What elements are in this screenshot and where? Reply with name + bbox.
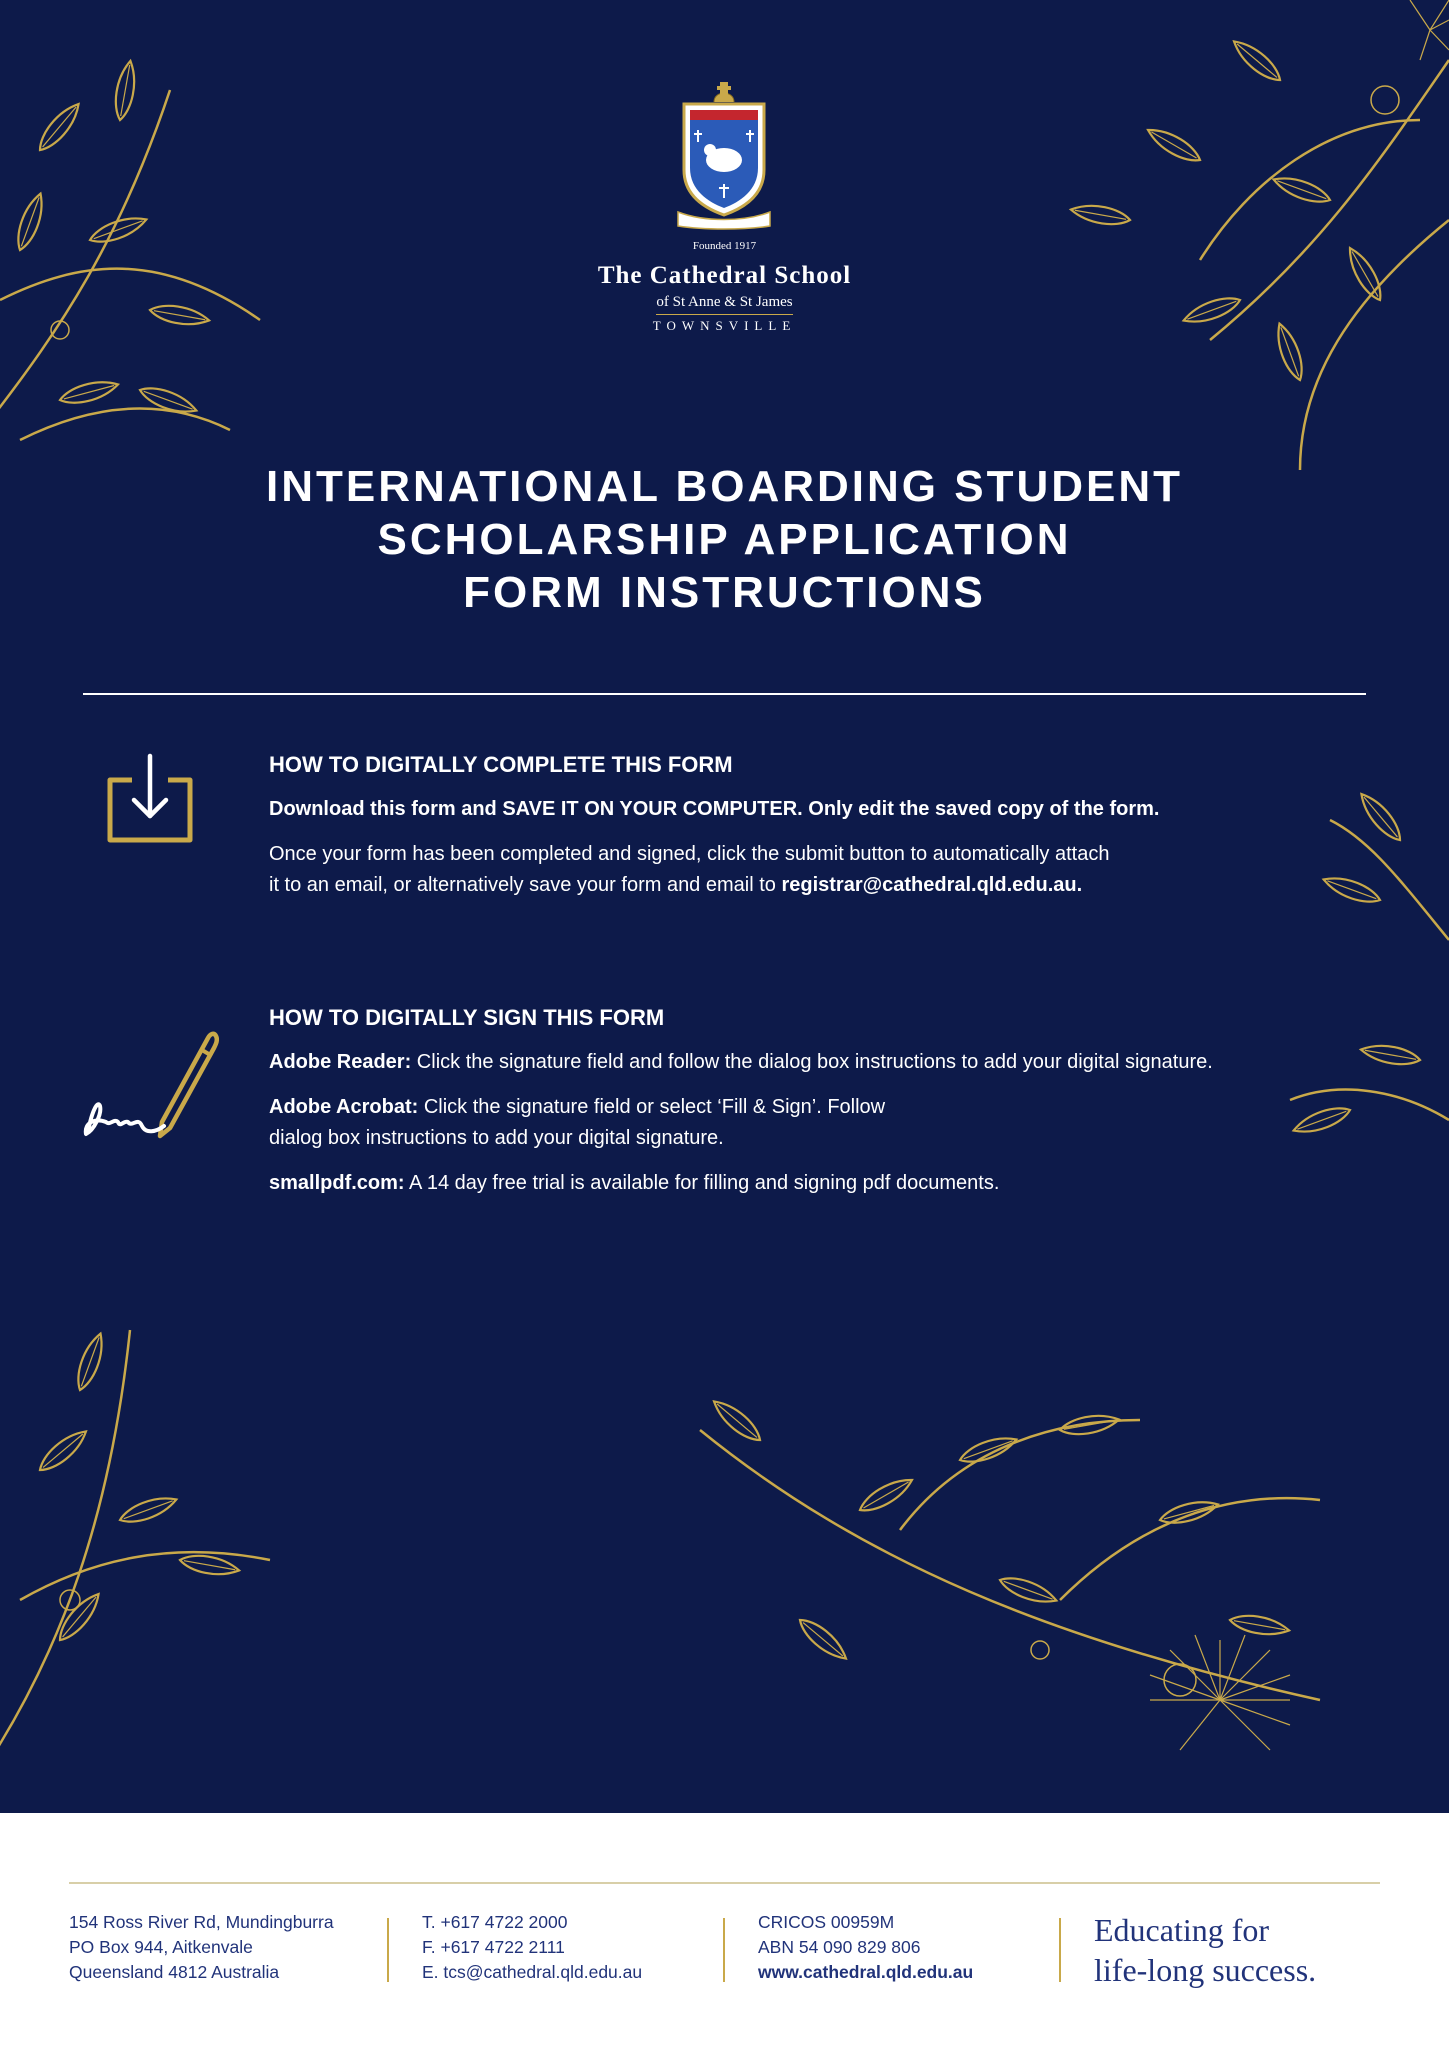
- adobe-acrobat-instructions: Adobe Acrobat: Click the signature field or select ‘Fill & Sign’. Follow dialog box instructions to add your digital signature.: [269, 1096, 886, 1149]
- download-icon: [104, 752, 196, 846]
- smallpdf-instructions: smallpdf.com: A 14 day free trial is available for filling and signing pdf documents.: [269, 1172, 1000, 1194]
- complete-form-instructions: Once your form has been completed and signed, click the submit button to automatically attach it to an email, or alternatively save your form and email to registrar@cathedral.qld.edu.au.: [269, 843, 1110, 896]
- sign-form-heading: HOW TO DIGITALLY SIGN THIS FORM: [269, 1005, 665, 1030]
- footer-divider: [69, 1882, 1380, 1884]
- footer-separator: [723, 1918, 725, 1982]
- adobe-reader-instructions: Adobe Reader: Click the signature field and follow the dialog box instructions to add your digital signature.: [269, 1051, 1213, 1073]
- registrar-email-link[interactable]: registrar@cathedral.qld.edu.au.: [781, 874, 1083, 896]
- footer-address: 154 Ross River Rd, Mundingburra PO Box 944, Aitkenvale Queensland 4812 Australia: [69, 1912, 334, 1982]
- footer-contact: T. +617 4722 2000 F. +617 4722 2111 E. tcs@cathedral.qld.edu.au: [422, 1910, 642, 1985]
- sign-form-section: [269, 1005, 1309, 1199]
- complete-form-heading: HOW TO DIGITALLY COMPLETE THIS FORM: [269, 752, 733, 777]
- footer-registration: CRICOS 00959M ABN 54 090 829 806 www.cathedral.qld.edu.au: [758, 1910, 973, 1985]
- footer-email-link[interactable]: E. tcs@cathedral.qld.edu.au: [422, 1962, 643, 1982]
- footer-separator: [387, 1918, 389, 1982]
- school-subtitle: of St Anne & St James: [0, 294, 1449, 315]
- founded-year: Founded 1917: [692, 240, 757, 252]
- complete-form-section: [269, 752, 1309, 901]
- website-link[interactable]: www.cathedral.qld.edu.au: [758, 1962, 974, 1982]
- signature-pen-icon: [80, 1010, 220, 1145]
- complete-form-intro: Download this form and SAVE IT ON YOUR COMPUTER. Only edit the saved copy of the form.: [269, 798, 1160, 820]
- title-line-2: SCHOLARSHIP APPLICATION: [377, 515, 1072, 564]
- footer-tagline: Educating for life-long success.: [1094, 1912, 1317, 1988]
- title-line-1: INTERNATIONAL BOARDING STUDENT: [265, 462, 1184, 511]
- school-crest-icon: [674, 80, 774, 230]
- title-line-3: FORM INSTRUCTIONS: [463, 568, 986, 617]
- school-town: TOWNSVILLE: [652, 318, 797, 333]
- section-divider: [83, 693, 1366, 695]
- page-title: [0, 460, 1449, 619]
- footer-separator: [1059, 1918, 1061, 1982]
- school-name: The Cathedral School: [597, 262, 852, 289]
